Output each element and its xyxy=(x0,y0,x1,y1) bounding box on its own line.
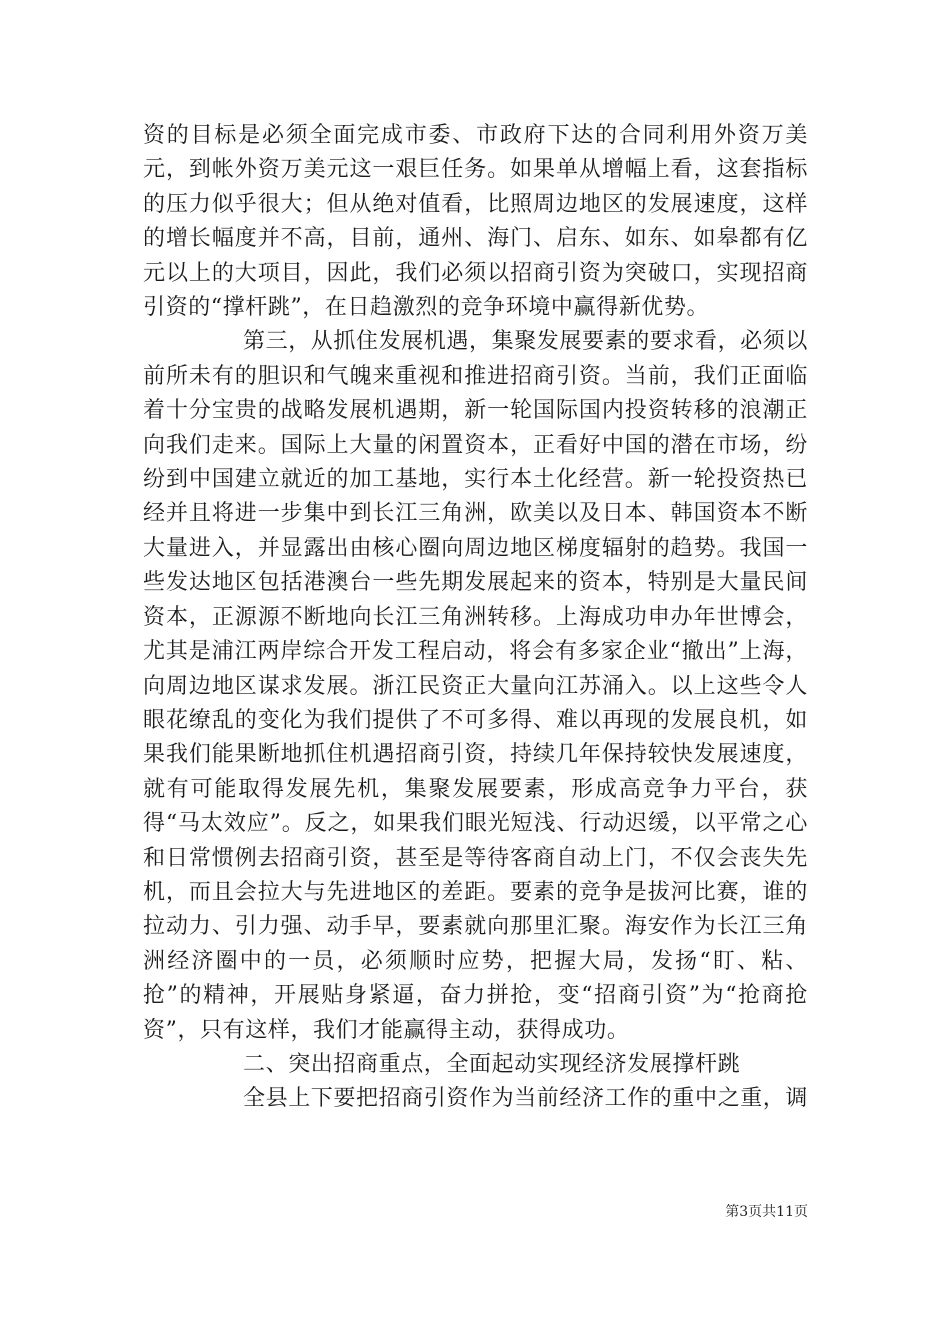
page-number-footer: 第3页共11页 xyxy=(725,1204,808,1220)
paragraph-continuation: 资的目标是必须全面完成市委、市政府下达的合同利用外资万美元，到帐外资万美元这一艰巨任务。如果单从增幅上看，这套指标的压力似乎很大；但从绝对值看，比照周边地区的发展速度，这样的增长幅度并不高，目前，通州、海门、启东、如东、如皋都有亿元以上的大项目，因此，我们必须以招商引资为突破口，实现招商引资的“撑杆跳”，在日趋激烈的竞争环境中赢得新优势。 xyxy=(143,123,808,321)
section-heading: 二、突出招商重点，全面起动实现经济发展撑杆跳 xyxy=(243,1051,741,1077)
paragraph-third-point: 第三，从抓住发展机遇，集聚发展要素的要求看，必须以前所未有的胆识和气魄来重视和推进招商引资。当前，我们正面临着十分宝贵的战略发展机遇期，新一轮国际国内投资转移的浪潮正向我们走来。国际上大量的闲置资本，正看好中国的潜在市场，纷纷到中国建立就近的加工基地，实行本土化经营。新一轮投资热已经并且将进一步集中到长江三角洲，欧美以及日本、韩国资本不断大量进入，并显露出由核心圈向周边地区梯度辐射的趋势。我国一些发达地区包括港澳台一些先期发展起来的资本，特别是大量民间资本，正源源不断地向长江三角洲转移。上海成功申办年世博会，尤其是浦江两岸综合开发工程启动，将会有多家企业“撤出”上海，向周边地区谋求发展。浙江民资正大量向江苏涌入。以上这些令人眼花缭乱的变化为我们提供了不可多得、难以再现的发展良机，如果我们能果断地抓住机遇招商引资，持续几年保持较快发展速度，就有可能取得发展先机，集聚发展要素，形成高竞争力平台，获得“马太效应”。反之，如果我们眼光短浅、行动迟缓，以平常之心和日常惯例去招商引资，甚至是等待客商自动上门，不仅会丧失先机，而且会拉大与先进地区的差距。要素的竞争是拔河比赛，谁的拉动力、引力强、动手早，要素就向那里汇聚。海安作为长江三角洲经济圈中的一员，必须顺时应势，把握大局，发扬“盯、粘、抢”的精神，开展贴身紧逼，奋力拼抢，变“招商引资”为“抢商抢资”，只有这样，我们才能赢得主动，获得成功。 xyxy=(143,329,809,1043)
document-body xyxy=(143,119,808,1117)
paragraph-section-start: 全县上下要把招商引资作为当前经济工作的重中之重，调 xyxy=(243,1086,809,1112)
